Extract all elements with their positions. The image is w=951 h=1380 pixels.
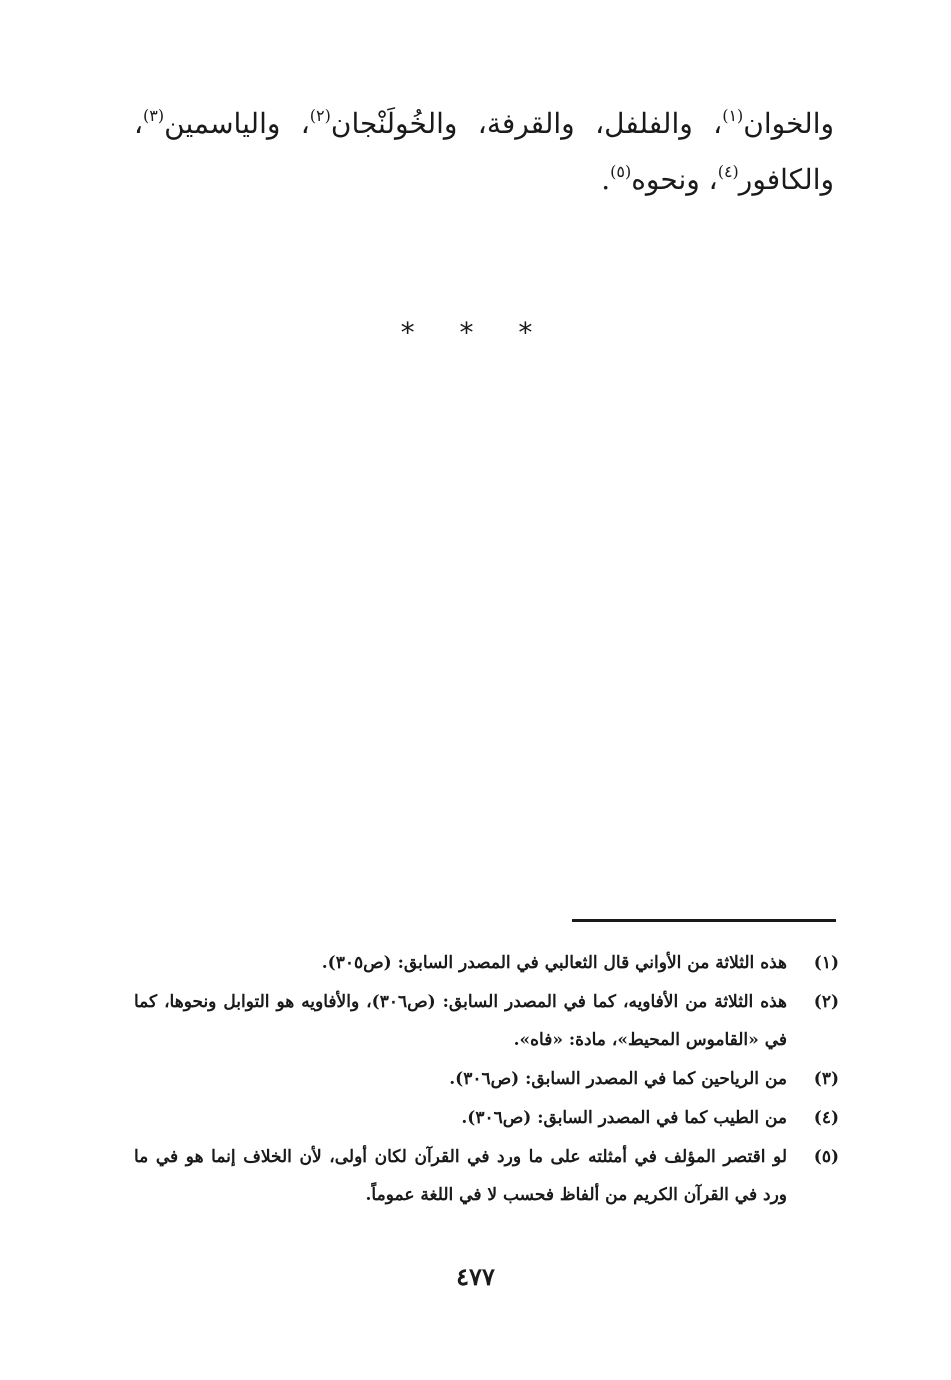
main-paragraph xyxy=(134,96,834,208)
footnote-item xyxy=(134,1060,839,1098)
text-run: ، ونحوه xyxy=(631,163,718,196)
footnote-ref-2[interactable]: (٢) xyxy=(309,106,331,125)
footnote-item xyxy=(134,1099,839,1137)
main-text xyxy=(134,96,834,208)
text-run: . xyxy=(601,163,611,196)
footnote-ref-3[interactable]: (٣) xyxy=(143,106,165,125)
text-run: والخوان xyxy=(743,107,834,140)
footnote-item xyxy=(134,944,839,982)
footnote-number: (٤) xyxy=(813,1108,839,1128)
footnote-text: لو اقتصر المؤلف في أمثلته على ما ورد في القرآن لكان أولى، لأن الخلاف إنما هو في ما ورد في القرآن الكريم من ألفاظ فحسب لا في اللغة عموماً. xyxy=(134,1147,787,1205)
footnote-text: من الطيب كما في المصدر السابق: (ص٣٠٦). xyxy=(461,1108,787,1128)
footnote-ref-5[interactable]: (٥) xyxy=(610,162,632,181)
section-separator: * * * xyxy=(400,316,551,349)
footnote-ref-4[interactable]: (٤) xyxy=(717,162,739,181)
text-run: ، والياسمين xyxy=(164,107,310,140)
text-run: ، والكافور xyxy=(134,107,834,196)
footnote-item xyxy=(134,1138,839,1214)
footnote-ref-1[interactable]: (١) xyxy=(722,106,744,125)
footnote-item xyxy=(134,983,839,1059)
footnote-divider xyxy=(572,919,836,922)
footnote-number: (١) xyxy=(813,953,839,973)
footnote-number: (٥) xyxy=(813,1147,839,1167)
footnote-text: هذه الثلاثة من الأواني قال الثعالبي في المصدر السابق: (ص٣٠٥). xyxy=(321,953,787,973)
footnote-number: (٢) xyxy=(813,992,839,1012)
footnote-text: هذه الثلاثة من الأفاويه، كما في المصدر السابق: (ص٣٠٦)، والأفاويه هو التوابل ونحوها، كما في «القاموس المحيط»، مادة: «فاه». xyxy=(134,992,787,1050)
text-run: ، والفلفل، والقرفة، والخُولَنْجان xyxy=(330,107,723,140)
page-number: ٤٧٧ xyxy=(456,1262,495,1291)
footnote-text: من الرياحين كما في المصدر السابق: (ص٣٠٦). xyxy=(449,1069,787,1089)
footnote-number: (٣) xyxy=(813,1069,839,1089)
footnotes xyxy=(134,944,839,1215)
